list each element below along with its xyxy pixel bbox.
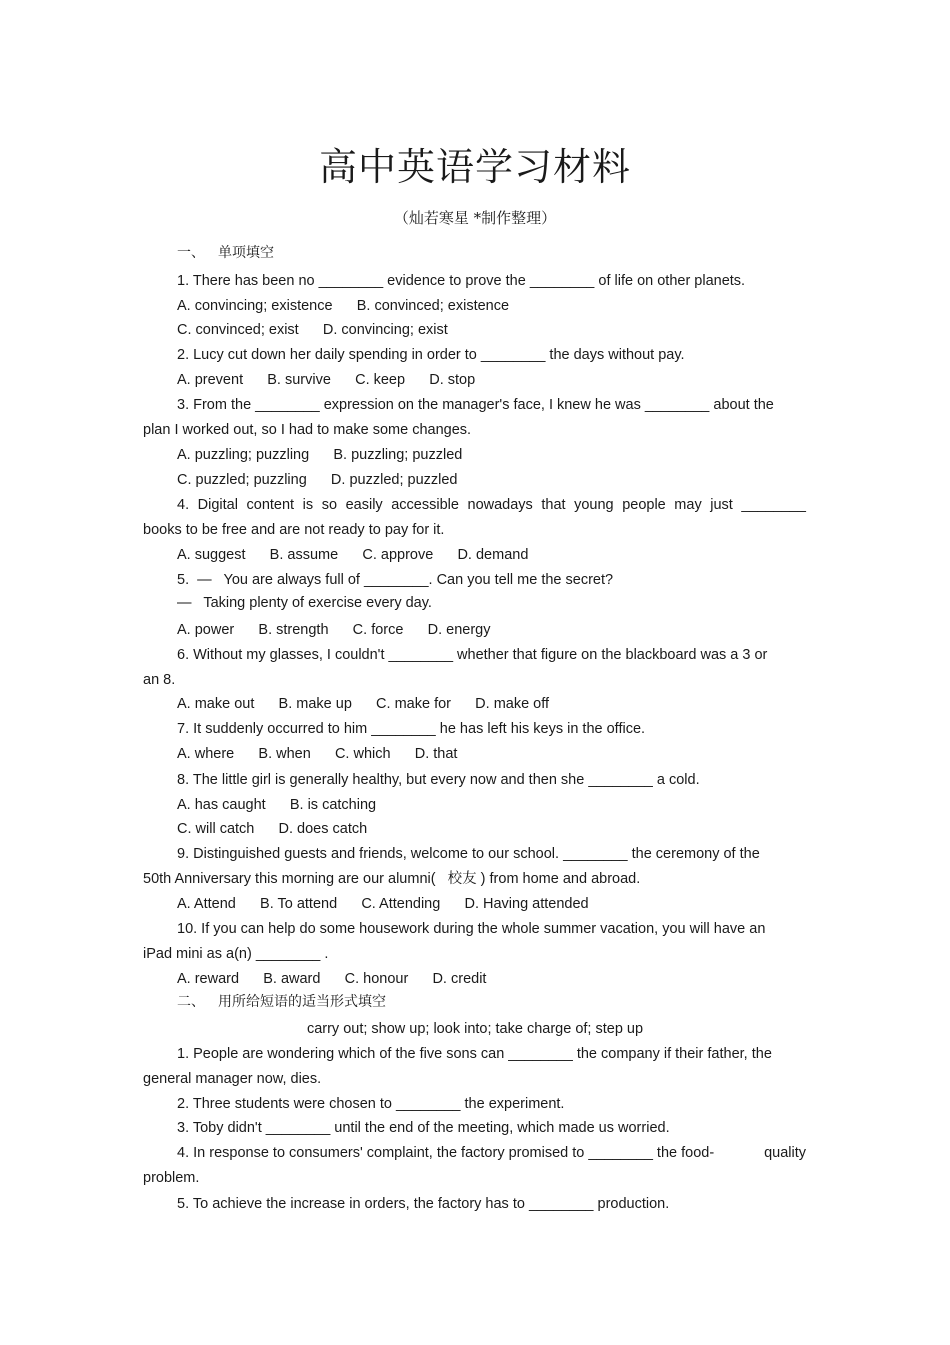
q4-word: so — [321, 497, 338, 513]
q5-options: A. power B. strength C. force D. energy — [177, 622, 491, 638]
section-label: 用所给短语的适当形式填空 — [218, 993, 386, 1009]
q4-word: may — [674, 497, 702, 513]
p2-stem: 2. Three students were chosen to ________ the experiment. — [177, 1096, 565, 1112]
p4-stem — [177, 1143, 806, 1163]
q4-stem — [177, 495, 806, 515]
q4-word: just — [710, 497, 733, 513]
q4-word: that — [541, 497, 566, 513]
q1-options-line-2: C. convinced; exist D. convincing; exist — [177, 322, 448, 338]
q4-word: 4. — [177, 497, 190, 513]
q7-options: A. where B. when C. which D. that — [177, 746, 458, 762]
q3-options-line-1: A. puzzling; puzzling B. puzzling; puzzled — [177, 447, 463, 463]
q3-options-line-2: C. puzzled; puzzling D. puzzled; puzzled — [177, 472, 458, 488]
q8-stem: 8. The little girl is generally healthy, but every now and then she ________ a cold. — [177, 772, 700, 788]
p4-continuation: problem. — [143, 1170, 200, 1186]
q6-stem: 6. Without my glasses, I couldn't ________ whether that figure on the blackboard was a 3 or — [177, 647, 768, 663]
q4-word: Digital — [197, 497, 238, 513]
q3-continuation: plan I worked out, so I had to make some changes. — [143, 422, 472, 438]
p1-stem: 1. People are wondering which of the five sons can ________ the company if their father, the — [177, 1046, 772, 1062]
q5-reply: — Taking plenty of exercise every day. — [177, 595, 432, 611]
p4-stem-b: quality — [764, 1145, 806, 1161]
q2-options: A. prevent B. survive C. keep D. stop — [177, 372, 476, 388]
q1-options-line-1: A. convincing; existence B. convinced; existence — [177, 298, 510, 314]
q6-continuation: an 8. — [143, 672, 176, 688]
q5-stem: 5. — You are always full of ________. Can you tell me the secret? — [177, 572, 614, 588]
q4-word: ________ — [741, 497, 806, 513]
page-subtitle: （灿若寒星 *制作整理） — [393, 209, 557, 227]
p5-stem: 5. To achieve the increase in orders, the factory has to ________ production. — [177, 1196, 670, 1212]
p4-stem-a: 4. In response to consumers' complaint, the factory promised to ________ the food- — [177, 1145, 715, 1161]
q4-word: is — [302, 497, 314, 513]
q6-options: A. make out B. make up C. make for D. make off — [177, 696, 550, 712]
p1-continuation: general manager now, dies. — [143, 1071, 322, 1087]
q4-continuation: books to be free and are not ready to pay for it. — [143, 522, 445, 538]
page-title: 高中英语学习材料 — [318, 145, 631, 189]
q1-stem: 1. There has been no ________ evidence to prove the ________ of life on other planets. — [177, 273, 746, 289]
q10-options: A. reward B. award C. honour D. credit — [177, 971, 487, 987]
section-heading-1 — [177, 242, 274, 262]
phrase-bank: carry out; show up; look into; take charge of; step up — [306, 1021, 644, 1037]
q4-word: people — [622, 497, 666, 513]
q9-stem: 9. Distinguished guests and friends, welcome to our school. ________ the ceremony of the — [177, 846, 760, 862]
q9-options: A. Attend B. To attend C. Attending D. Having attended — [177, 896, 589, 912]
q4-word: easily — [345, 497, 383, 513]
section-label: 单项填空 — [218, 244, 274, 260]
section-number: 二、 — [177, 993, 205, 1009]
q4-word: young — [574, 497, 614, 513]
q9-continuation: 50th Anniversary this morning are our alumni( 校友 ) from home and abroad. — [143, 871, 641, 887]
q3-stem: 3. From the ________ expression on the manager's face, I knew he was ________ about the — [177, 397, 774, 413]
q10-stem: 10. If you can help do some housework during the whole summer vacation, you will have an — [177, 921, 766, 937]
q2-stem: 2. Lucy cut down her daily spending in order to ________ the days without pay. — [177, 347, 685, 363]
q4-options: A. suggest B. assume C. approve D. demand — [177, 547, 529, 563]
q4-word: accessible — [391, 497, 459, 513]
q4-word: content — [246, 497, 295, 513]
q7-stem: 7. It suddenly occurred to him ________ he has left his keys in the office. — [177, 721, 646, 737]
p3-stem: 3. Toby didn't ________ until the end of the meeting, which made us worried. — [177, 1120, 670, 1136]
section-number: 一、 — [177, 244, 205, 260]
q10-continuation: iPad mini as a(n) ________ . — [143, 946, 329, 962]
section-heading-2 — [177, 991, 386, 1011]
q4-word: nowadays — [467, 497, 533, 513]
q8-options-line-2: C. will catch D. does catch — [177, 821, 368, 837]
q8-options-line-1: A. has caught B. is catching — [177, 797, 377, 813]
